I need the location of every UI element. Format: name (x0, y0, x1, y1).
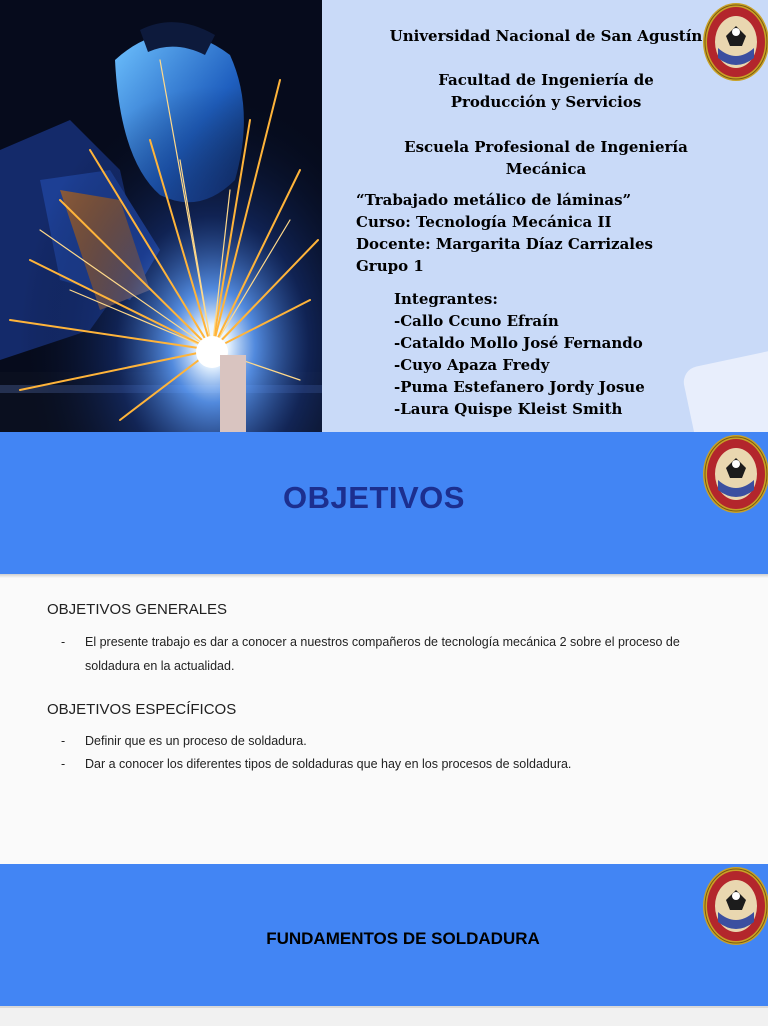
teacher-name: Docente: Margarita Díaz Carrizales (356, 235, 653, 253)
university-seal-icon (702, 434, 768, 514)
member-item: -Callo Ccuno Efraín (394, 312, 559, 330)
general-objectives-heading: OBJETIVOS GENERALES (47, 601, 228, 618)
member-item: -Puma Estefanero Jordy Josue (394, 378, 645, 396)
school-name: Escuela Profesional de Ingeniería Mecánica (404, 138, 688, 178)
member-item: -Laura Quispe Kleist Smith (394, 400, 623, 418)
fundamentos-slide (0, 864, 768, 1024)
course-info (356, 189, 653, 277)
university-name: Universidad Nacional de San Agustín (389, 27, 703, 45)
work-title: “Trabajado metálico de láminas” (356, 191, 632, 209)
slide-title: OBJETIVOS (283, 480, 465, 515)
welder-with-sparks-image (0, 0, 322, 432)
cover-slide (0, 0, 768, 432)
members-heading: Integrantes: (394, 290, 498, 308)
member-item: -Cuyo Apaza Fredy (394, 356, 550, 374)
objetivos-slide (0, 432, 768, 864)
university-seal-icon (702, 866, 768, 946)
faculty-name: Facultad de Ingeniería de Producción y Servicios (438, 71, 654, 111)
decorative-card (681, 345, 768, 432)
course-name: Curso: Tecnología Mecánica II (356, 213, 612, 231)
bullet-dash: - (61, 635, 66, 649)
band-shadow (0, 574, 768, 578)
list-item: - Definir que es un proceso de soldadura. (61, 729, 721, 753)
bullet-dash: - (61, 734, 66, 748)
university-seal-icon (702, 2, 768, 82)
specific-objectives-heading: OBJETIVOS ESPECÍFICOS (47, 701, 237, 718)
bullet-dash: - (61, 757, 66, 771)
list-item: - Dar a conocer los diferentes tipos de soldaduras que hay en los procesos de soldadura. (61, 752, 721, 776)
group-name: Grupo 1 (356, 257, 424, 275)
list-item: - El presente trabajo es dar a conocer a nuestros compañeros de tecnología mecánica 2 sobre el proceso de soldadura en la actualidad. (61, 630, 721, 678)
welding-photo (0, 0, 322, 432)
member-item: -Cataldo Mollo José Fernando (394, 334, 643, 352)
members-list (394, 288, 645, 420)
next-slide-edge (0, 1006, 768, 1026)
slide-title: FUNDAMENTOS DE SOLDADURA (266, 929, 540, 948)
